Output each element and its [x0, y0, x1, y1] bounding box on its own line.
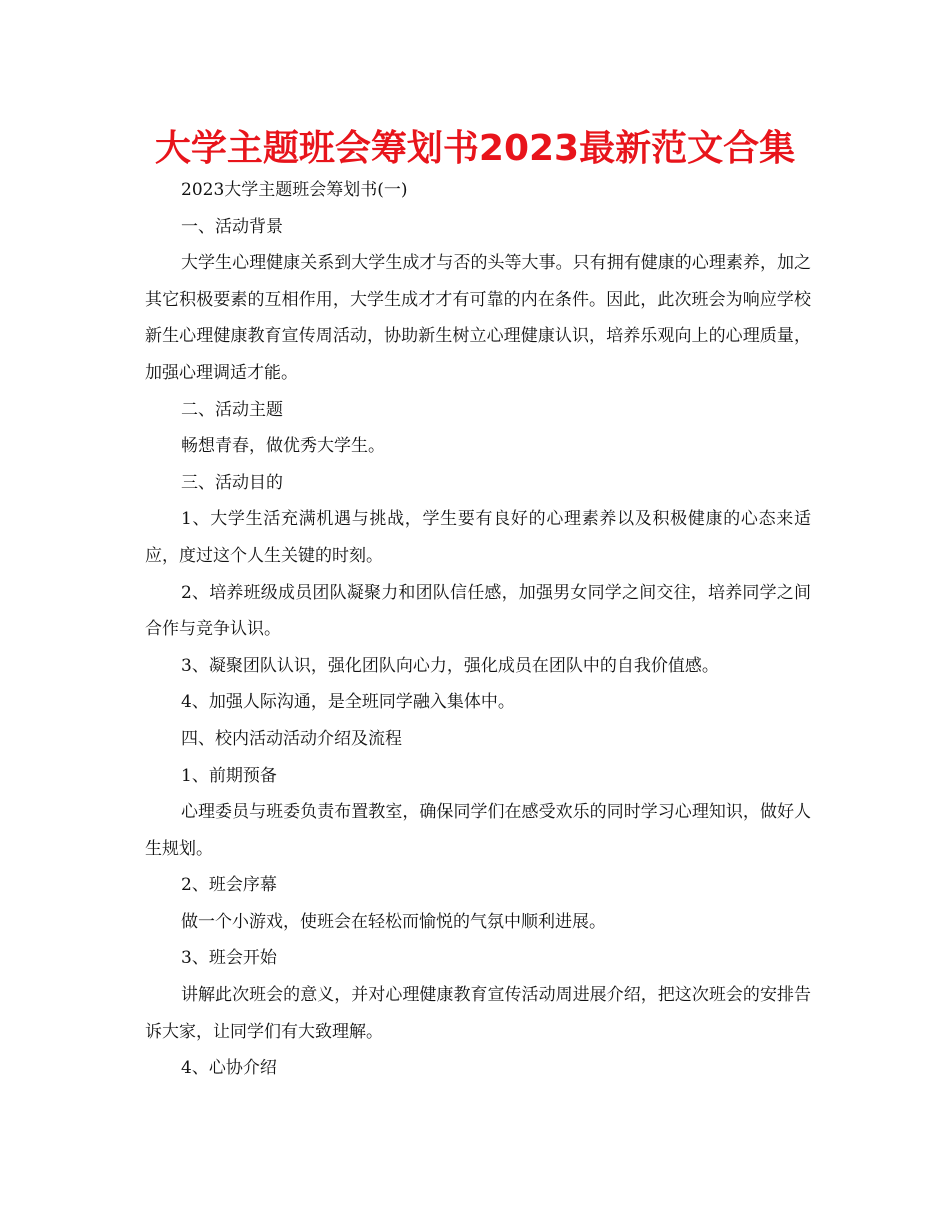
purpose-item-1: 1、大学生活充满机遇与挑战，学生要有良好的心理素养以及积极健康的心态来适应，度过这个人生关键的时刻。 — [145, 509, 811, 566]
purpose-item-4: 4、加强人际沟通，是全班同学融入集体中。 — [181, 692, 515, 713]
subtitle: 2023大学主题班会筹划书(一) — [181, 180, 408, 200]
process-step-3-heading: 3、班会开始 — [181, 948, 277, 969]
section-heading-theme: 二、活动主题 — [181, 399, 283, 420]
purpose-item-2: 2、培养班级成员团队凝聚力和团队信任感，加强男女同学之间交往，培养同学之间合作与竞争认识。 — [145, 582, 811, 640]
section-heading-process: 四、校内活动活动介绍及流程 — [181, 728, 402, 749]
process-step-2-text: 做一个小游戏，使班会在轻松而愉悦的气氛中顺利进展。 — [181, 911, 606, 932]
process-step-3-text: 讲解此次班会的意义，并对心理健康教育宣传活动周进展介绍，把这次班会的安排告诉大家，让同学们有大致理解。 — [145, 985, 811, 1042]
process-step-2-heading: 2、班会序幕 — [181, 875, 277, 896]
process-step-4-heading: 4、心协介绍 — [181, 1058, 277, 1079]
purpose-item-3: 3、凝聚团队认识，强化团队向心力，强化成员在团队中的自我价值感。 — [181, 655, 719, 676]
process-step-1-text: 心理委员与班委负责布置教室，确保同学们在感受欢乐的同时学习心理知识，做好人生规划。 — [145, 802, 811, 859]
document-body — [145, 172, 811, 1087]
section-heading-purpose: 三、活动目的 — [181, 472, 283, 493]
paragraph-background: 大学生心理健康关系到大学生成才与否的头等大事。只有拥有健康的心理素养，加之其它积极要素的互相作用，大学生成才才有可靠的内在条件。因此，此次班会为响应学校新生心理健康教育宣传周活动，协助新生树立心理健康认识，培养乐观向上的心理质量，加强心理调适才能。 — [145, 253, 811, 383]
document-title: 大学主题班会筹划书2023最新范文合集 — [154, 128, 796, 169]
section-heading-background: 一、活动背景 — [181, 216, 283, 237]
process-step-1-heading: 1、前期预备 — [181, 765, 277, 786]
paragraph-theme: 畅想青春，做优秀大学生。 — [181, 436, 385, 457]
